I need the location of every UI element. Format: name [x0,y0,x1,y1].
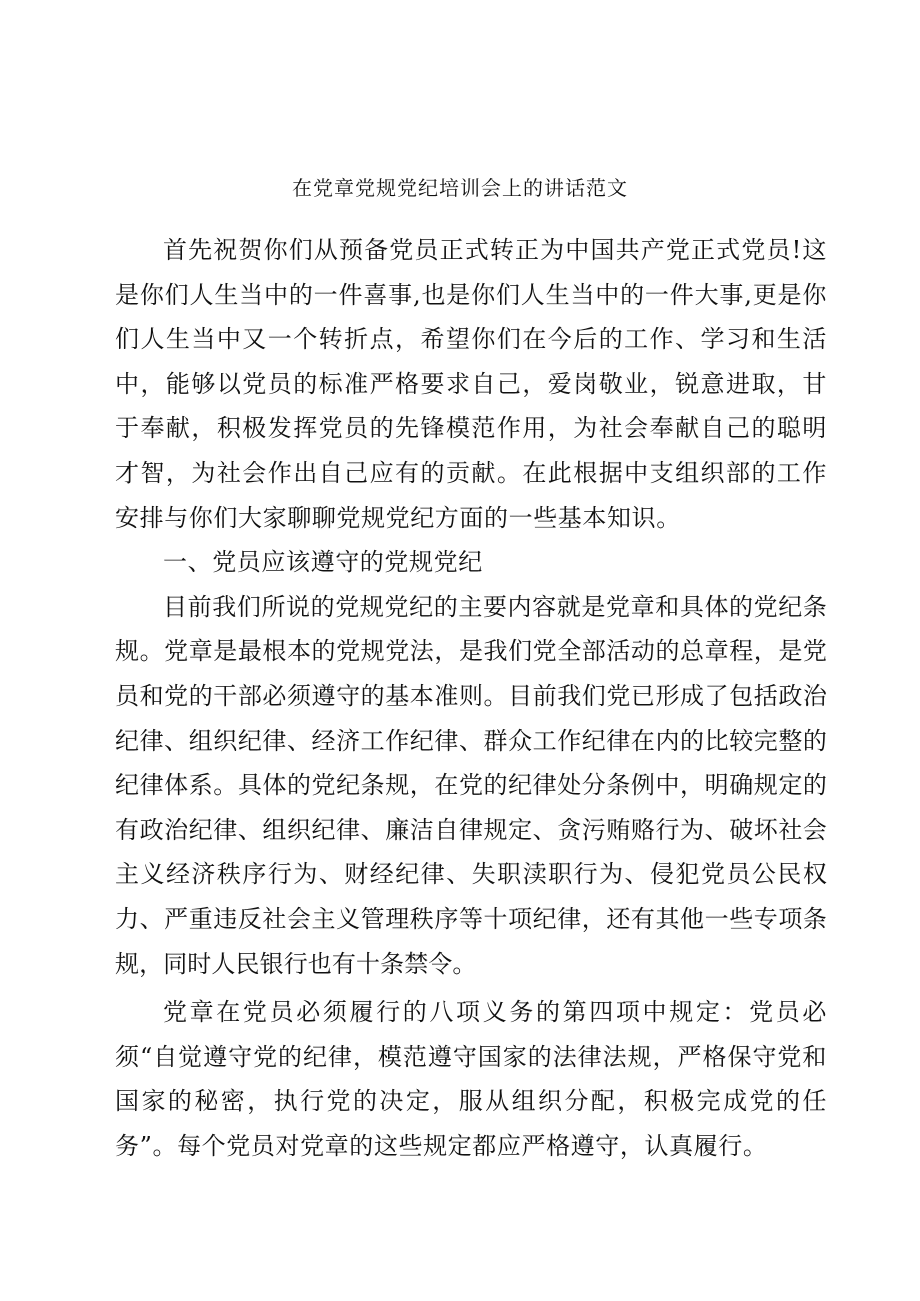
paragraph-party-rules: 目前我们所说的党规党纪的主要内容就是党章和具体的党纪条规。党章是最根本的党规党法，是我们党全部活动的总章程，是党员和党的干部必须遵守的基本准则。目前我们党已形成了包括政治纪律、组织纪律、经济工作纪律、群众工作纪律在内的比较完整的纪律体系。具体的党纪条规，在党的纪律处分条例中，明确规定的有政治纪律、组织纪律、廉洁自律规定、贪污贿赂行为、破坏社会主义经济秩序行为、财经纪律、失职渎职行为、侵犯党员公民权力、严重违反社会主义管理秩序等十项纪律，还有其他一些专项条规，同时人民银行也有十条禁令。 [115,592,827,978]
paragraph-intro: 首先祝贺你们从预备党员正式转正为中国共产党正式党员!这是你们人生当中的一件喜事,也是你们人生当中的一件大事,更是你们人生当中又一个转折点，希望你们在今后的工作、学习和生活中，能够以党员的标准严格要求自己，爱岗敬业，锐意进取，甘于奉献，积极发挥党员的先锋模范作用，为社会奉献自己的聪明才智，为社会作出自己应有的贡献。在此根据中支组织部的工作安排与你们大家聊聊党规党纪方面的一些基本知识。 [115,236,827,532]
document-body [115,228,827,1168]
document-title: 在党章党规党纪培训会上的讲话范文 [292,176,628,200]
section-heading-1: 一、党员应该遵守的党规党纪 [163,548,483,577]
paragraph-party-constitution: 党章在党员必须履行的八项义务的第四项中规定：党员必须“自觉遵守党的纪律，模范遵守国家的法律法规，严格保守党和国家的秘密，执行党的决定，服从组织分配，积极完成党的任务”。每个党员对党章的这些规定都应严格遵守，认真履行。 [115,998,827,1160]
